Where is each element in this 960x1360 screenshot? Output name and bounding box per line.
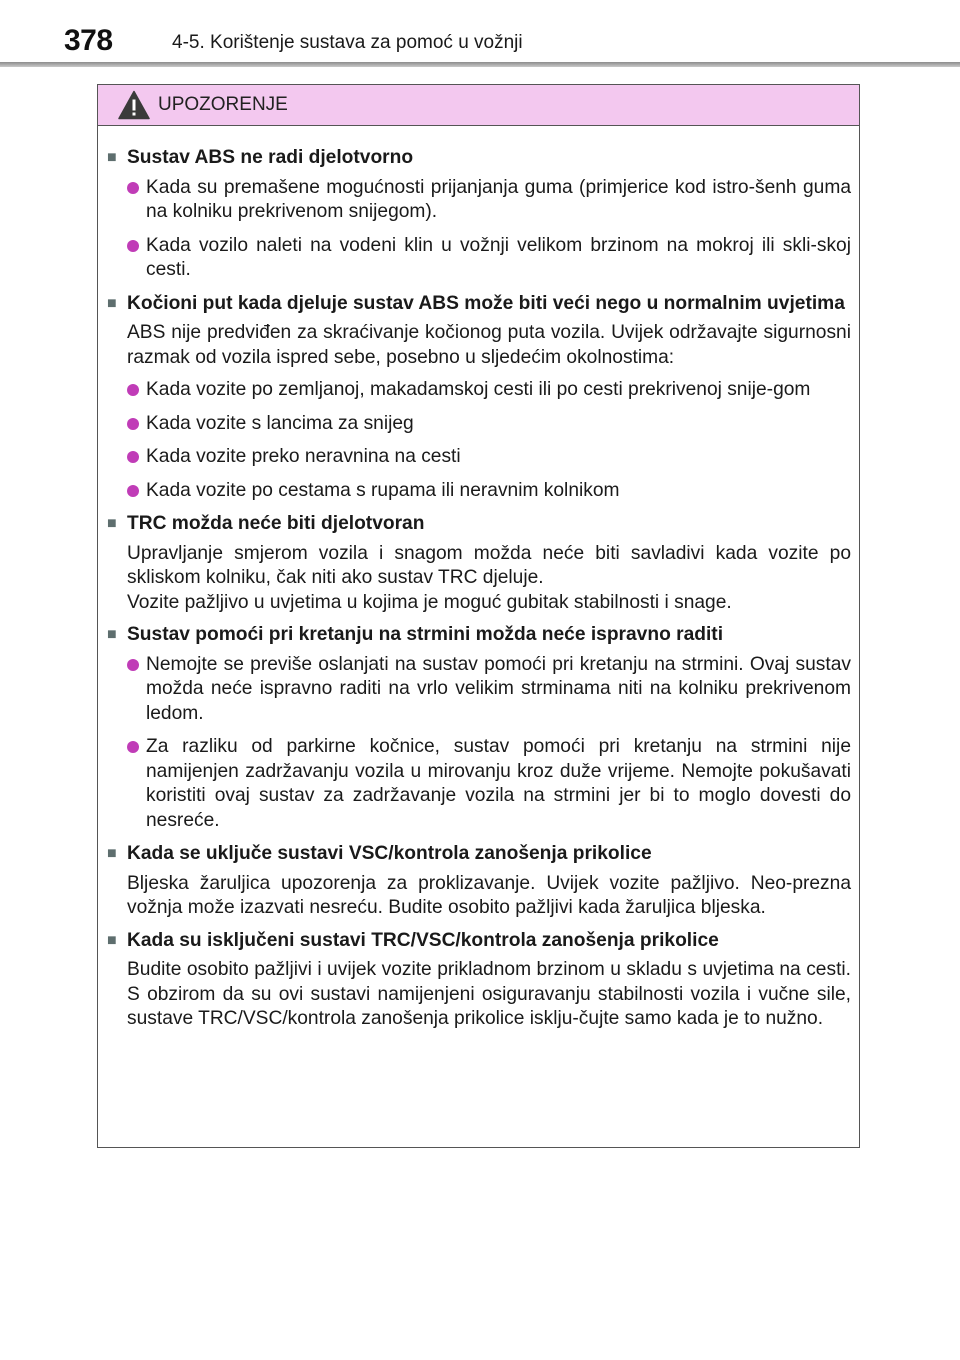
bullet-text: Kada vozite s lancima za snijeg xyxy=(146,412,414,434)
bullet-item xyxy=(107,234,851,283)
bullet-item xyxy=(107,735,851,833)
bullet-text: Kada vozilo naleti na vodeni klin u vožnji velikom brzinom na mokroj ili skli-skoj cesti. xyxy=(146,234,851,280)
round-bullet-icon xyxy=(127,182,139,194)
section-heading xyxy=(107,929,851,954)
round-bullet-icon xyxy=(127,451,139,463)
warning-section xyxy=(107,929,851,1032)
header-divider xyxy=(0,62,960,67)
section-heading-text: Sustav pomoći pri kretanju na strmini možda neće ispravno raditi xyxy=(127,624,724,645)
bullet-text: Kada vozite preko neravnina na cesti xyxy=(146,446,461,467)
warning-header xyxy=(98,85,859,126)
section-heading-text: Kočioni put kada djeluje sustav ABS može biti veći nego u normalnim uvjetima xyxy=(127,292,845,314)
square-bullet-icon: ■ xyxy=(107,294,117,312)
section-heading-text: Sustav ABS ne radi djelotvorno xyxy=(127,147,414,168)
bullet-item xyxy=(107,176,851,225)
warning-label: UPOZORENJE xyxy=(158,94,288,115)
page-number: 378 xyxy=(64,24,113,57)
warning-section xyxy=(107,146,851,283)
warning-box xyxy=(97,84,860,1148)
warning-body xyxy=(98,126,859,1032)
chapter-title: 4-5. Korištenje sustava za pomoć u vožnji xyxy=(172,32,523,53)
section-heading xyxy=(107,623,851,648)
bullet-item xyxy=(107,445,851,470)
bullet-text: Kada su premašene mogućnosti prijanjanja guma (primjerice kod istro-šenh guma na kolniku prekrivenom snijegom). xyxy=(146,176,851,222)
round-bullet-icon xyxy=(127,659,139,671)
section-heading xyxy=(107,146,851,171)
bullet-item xyxy=(107,479,851,504)
section-heading xyxy=(107,292,851,317)
square-bullet-icon: ■ xyxy=(107,515,117,532)
square-bullet-icon: ■ xyxy=(107,626,117,643)
section-heading xyxy=(107,842,851,867)
round-bullet-icon xyxy=(127,741,139,753)
section-paragraph: ABS nije predviđen za skraćivanje kočionog puta vozila. Uvijek održavajte sigurnosni razmak od vozila ispred sebe, posebno u sljedećim okolnostima: xyxy=(127,322,851,368)
bullet-text: Kada vozite po zemljanoj, makadamskoj cesti ili po cesti prekrivenoj snije-gom xyxy=(146,379,811,400)
page-header xyxy=(0,0,960,72)
bullet-item xyxy=(107,378,851,403)
warning-section xyxy=(107,512,851,615)
square-bullet-icon: ■ xyxy=(107,845,117,862)
warning-section xyxy=(107,292,851,504)
round-bullet-icon xyxy=(127,485,139,497)
section-heading xyxy=(107,512,851,537)
bullet-text: Kada vozite po cestama s rupama ili neravnim kolnikom xyxy=(146,479,620,501)
section-paragraph: Vozite pažljivo u uvjetima u kojima je moguć gubitak stabilnosti i snage. xyxy=(127,591,732,613)
round-bullet-icon xyxy=(127,418,139,430)
section-paragraph: Upravljanje smjerom vozila i snagom možda neće biti savladivi kada vozite po skliskom kolniku, čak niti ako sustav TRC djeluje. xyxy=(127,542,851,588)
section-paragraph: Bljeska žaruljica upozorenja za proklizavanje. Uvijek vozite pažljivo. Neo-prezna vožnja može izazvati nesreću. Budite osobito pažljivi kada žaruljica bljeska. xyxy=(127,872,851,918)
square-bullet-icon: ■ xyxy=(107,931,117,949)
bullet-text: Nemojte se previše oslanjati na sustav pomoći pri kretanju na strmini. Ovaj sustav možda neće ispravno raditi na vrlo velikim strminama niti na kolniku prekrivenom ledom. xyxy=(146,653,851,724)
round-bullet-icon xyxy=(127,240,139,252)
warning-section xyxy=(107,623,851,833)
section-heading-text: Kada se uključe sustavi VSC/kontrola zanošenja prikolice xyxy=(127,843,652,864)
section-paragraph: Budite osobito pažljivi i uvijek vozite prikladnom brzinom u skladu s uvjetima na cesti. S obzirom da su ovi sustavi namijenjeni osiguravanju stabilnosti vozila i vučne sile, sustave TRC/VSC/kontrola zanošenja prikolice isklju-čujte samo kada je to nužno. xyxy=(127,959,851,1029)
round-bullet-icon xyxy=(127,384,139,396)
warning-triangle-icon xyxy=(118,90,150,120)
bullet-item xyxy=(107,653,851,727)
bullet-text: Za razliku od parkirne kočnice, sustav pomoći pri kretanju na strmini nije namijenjen zadržavanju vozila u mirovanju kroz duže vrijeme. Nemojte pokušavati koristiti ovaj sustav za zadržavanje vozila na strmini jer bi to moglo dovesti do nesreće. xyxy=(146,736,851,831)
section-heading-text: Kada su isključeni sustavi TRC/VSC/kontrola zanošenja prikolice xyxy=(127,929,719,951)
square-bullet-icon: ■ xyxy=(107,149,117,166)
section-heading-text: TRC možda neće biti djelotvoran xyxy=(127,513,425,534)
bullet-item xyxy=(107,412,851,437)
warning-section xyxy=(107,842,851,921)
